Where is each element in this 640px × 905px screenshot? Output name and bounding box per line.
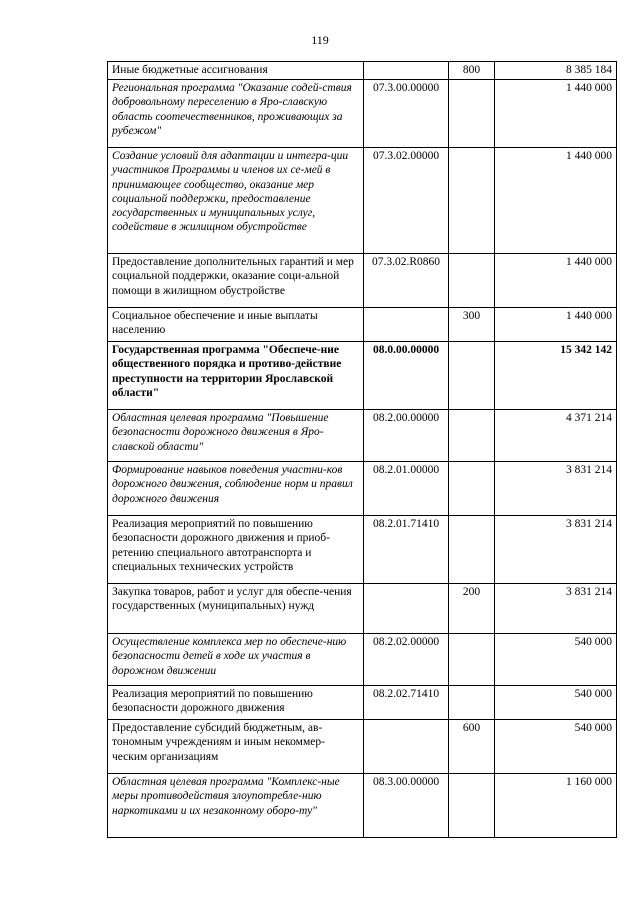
row-name-cell: Областная целевая программа "Комплекс-ные меры противодействия злоупотребле-нию наркотиками и их незаконному оборо-ту" <box>108 774 364 838</box>
table-row <box>108 308 617 342</box>
row-name-cell: Предоставление субсидий бюджетным, ав-тономным учреждениям и иным некоммер-ческим организациям <box>108 720 364 774</box>
table-row <box>108 516 617 584</box>
row-code-cell <box>364 308 449 342</box>
table-row <box>108 584 617 634</box>
row-code-cell <box>364 720 449 774</box>
row-name-cell: Осуществление комплекса мер по обеспече-нию безопасности детей в ходе их участия в дорожном движении <box>108 634 364 686</box>
row-name-cell: Создание условий для адаптации и интегра-ции участников Программы и членов их се-мей в принимающее сообщество, оказание мер социальной поддержки, предоставление государственных и муниципальных услуг, содействие в жилищном обустройстве <box>108 148 364 254</box>
row-expense-type-cell <box>449 254 495 308</box>
table-row <box>108 342 617 410</box>
row-expense-type-cell <box>449 410 495 462</box>
table-row <box>108 774 617 838</box>
table-row <box>108 410 617 462</box>
row-expense-type-cell: 200 <box>449 584 495 634</box>
row-amount-cell: 1 440 000 <box>495 80 617 148</box>
row-amount-cell: 1 440 000 <box>495 308 617 342</box>
table-row <box>108 634 617 686</box>
row-amount-cell: 540 000 <box>495 686 617 720</box>
row-code-cell: 07.3.00.00000 <box>364 80 449 148</box>
table-row <box>108 62 617 80</box>
row-amount-cell: 3 831 214 <box>495 516 617 584</box>
row-name-cell: Реализация мероприятий по повышению безопасности дорожного движения <box>108 686 364 720</box>
row-amount-cell: 8 385 184 <box>495 62 617 80</box>
row-expense-type-cell: 800 <box>449 62 495 80</box>
row-code-cell <box>364 62 449 80</box>
row-expense-type-cell <box>449 686 495 720</box>
row-name-cell: Государственная программа "Обеспече-ние общественного порядка и противо-действие преступности на территории Ярославской области" <box>108 342 364 410</box>
table-row <box>108 720 617 774</box>
row-name-cell: Предоставление дополнительных гарантий и мер социальной поддержки, оказание соци-альной помощи в жилищном обустройстве <box>108 254 364 308</box>
row-expense-type-cell: 300 <box>449 308 495 342</box>
row-code-cell <box>364 584 449 634</box>
row-code-cell: 08.2.00.00000 <box>364 410 449 462</box>
budget-table <box>107 61 617 838</box>
page-number: 119 <box>311 33 329 47</box>
row-amount-cell: 1 440 000 <box>495 254 617 308</box>
row-expense-type-cell: 600 <box>449 720 495 774</box>
budget-table-body <box>108 62 617 838</box>
row-expense-type-cell <box>449 342 495 410</box>
row-name-cell: Формирование навыков поведения участни-ков дорожного движения, соблюдение норм и правил дорожного движения <box>108 462 364 516</box>
row-expense-type-cell <box>449 516 495 584</box>
table-row <box>108 462 617 516</box>
row-amount-cell: 540 000 <box>495 634 617 686</box>
table-row <box>108 254 617 308</box>
row-amount-cell: 3 831 214 <box>495 462 617 516</box>
row-amount-cell: 1 440 000 <box>495 148 617 254</box>
row-amount-cell: 3 831 214 <box>495 584 617 634</box>
table-row <box>108 148 617 254</box>
row-name-cell: Закупка товаров, работ и услуг для обеспе-чения государственных (муниципальных) нужд <box>108 584 364 634</box>
row-amount-cell: 540 000 <box>495 720 617 774</box>
table-row <box>108 80 617 148</box>
row-name-cell: Региональная программа "Оказание содей-ствия добровольному переселению в Яро-славскую область соотечественников, проживающих за рубежом" <box>108 80 364 148</box>
row-code-cell: 08.2.01.71410 <box>364 516 449 584</box>
row-code-cell: 08.2.02.71410 <box>364 686 449 720</box>
row-name-cell: Областная целевая программа "Повышение безопасности дорожного движения в Яро-славской области" <box>108 410 364 462</box>
row-expense-type-cell <box>449 80 495 148</box>
row-amount-cell: 15 342 142 <box>495 342 617 410</box>
row-expense-type-cell <box>449 462 495 516</box>
table-row <box>108 686 617 720</box>
row-name-cell: Реализация мероприятий по повышению безопасности дорожного движения и приоб-ретению специального автотранспорта и специальных технических устройств <box>108 516 364 584</box>
row-expense-type-cell <box>449 634 495 686</box>
row-expense-type-cell <box>449 148 495 254</box>
row-code-cell: 08.0.00.00000 <box>364 342 449 410</box>
row-name-cell: Социальное обеспечение и иные выплаты населению <box>108 308 364 342</box>
row-code-cell: 07.3.02.R0860 <box>364 254 449 308</box>
row-code-cell: 08.2.01.00000 <box>364 462 449 516</box>
row-amount-cell: 1 160 000 <box>495 774 617 838</box>
row-amount-cell: 4 371 214 <box>495 410 617 462</box>
row-expense-type-cell <box>449 774 495 838</box>
row-code-cell: 08.2.02.00000 <box>364 634 449 686</box>
row-name-cell: Иные бюджетные ассигнования <box>108 62 364 80</box>
row-code-cell: 08.3.00.00000 <box>364 774 449 838</box>
row-code-cell: 07.3.02.00000 <box>364 148 449 254</box>
